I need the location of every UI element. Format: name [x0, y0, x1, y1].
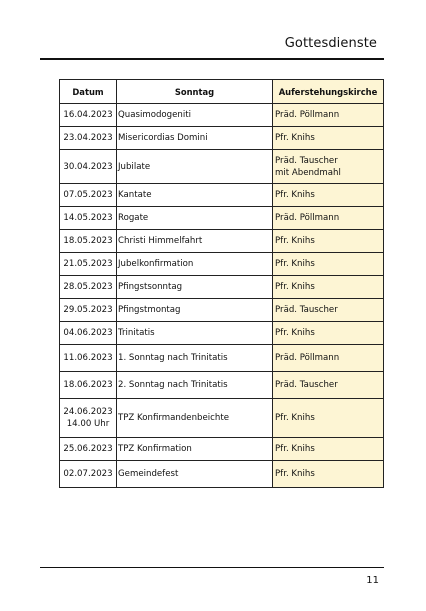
cell-church-line: Pfr. Knihs — [275, 133, 315, 143]
table-row — [60, 230, 384, 253]
table-row — [60, 127, 384, 150]
cell-sunday: Misericordias Domini — [117, 127, 273, 150]
cell-date: 25.06.2023 — [60, 438, 117, 461]
table-row — [60, 461, 384, 488]
cell-date: 04.06.2023 — [60, 322, 117, 345]
cell-church — [273, 230, 384, 253]
cell-church — [273, 276, 384, 299]
table-row — [60, 322, 384, 345]
cell-church-line: Pfr. Knihs — [275, 413, 315, 423]
cell-date: 07.05.2023 — [60, 184, 117, 207]
cell-church — [273, 104, 384, 127]
footer-divider — [40, 567, 384, 568]
cell-sunday: Gemeindefest — [117, 461, 273, 488]
cell-sunday: Jubelkonfirmation — [117, 253, 273, 276]
cell-date-line: 14.00 Uhr — [66, 419, 110, 429]
cell-sunday: Pfingstmontag — [117, 299, 273, 322]
cell-church — [273, 438, 384, 461]
table-body — [60, 104, 384, 488]
cell-church-line: Präd. Tauscher — [275, 155, 338, 166]
cell-date: 11.06.2023 — [60, 345, 117, 372]
page-title: Gottesdienste — [284, 36, 377, 51]
cell-date: 21.05.2023 — [60, 253, 117, 276]
cell-church — [273, 127, 384, 150]
page-number: 11 — [366, 575, 379, 586]
cell-sunday: Pfingstsonntag — [117, 276, 273, 299]
cell-church-line: Pfr. Knihs — [275, 236, 315, 246]
cell-church — [273, 299, 384, 322]
column-header-sunday: Sonntag — [117, 80, 273, 104]
cell-sunday: 1. Sonntag nach Trinitatis — [117, 345, 273, 372]
cell-church — [273, 372, 384, 399]
table-row — [60, 184, 384, 207]
table-row — [60, 253, 384, 276]
cell-church-line: Präd. Pöllmann — [275, 110, 340, 120]
table-row — [60, 299, 384, 322]
table-row — [60, 276, 384, 299]
cell-sunday: Jubilate — [117, 150, 273, 184]
table-row — [60, 438, 384, 461]
cell-sunday: TPZ Konfirmandenbeichte — [117, 399, 273, 438]
cell-church — [273, 322, 384, 345]
cell-date: 30.04.2023 — [60, 150, 117, 184]
cell-church-line: Pfr. Knihs — [275, 282, 315, 292]
cell-church — [273, 345, 384, 372]
services-table — [59, 79, 384, 488]
cell-church — [273, 253, 384, 276]
cell-sunday: Trinitatis — [117, 322, 273, 345]
cell-church — [273, 461, 384, 488]
cell-date — [60, 399, 117, 438]
cell-church-line: Präd. Pöllmann — [275, 353, 340, 363]
cell-date: 18.06.2023 — [60, 372, 117, 399]
cell-church-line: Pfr. Knihs — [275, 190, 315, 200]
table-row — [60, 104, 384, 127]
cell-sunday: TPZ Konfirmation — [117, 438, 273, 461]
cell-church-line: Pfr. Knihs — [275, 444, 315, 454]
cell-date: 18.05.2023 — [60, 230, 117, 253]
cell-date: 29.05.2023 — [60, 299, 117, 322]
cell-church-line: Präd. Pöllmann — [275, 213, 340, 223]
column-header-date: Datum — [60, 80, 117, 104]
cell-date: 16.04.2023 — [60, 104, 117, 127]
cell-date: 14.05.2023 — [60, 207, 117, 230]
cell-church — [273, 207, 384, 230]
cell-date: 02.07.2023 — [60, 461, 117, 488]
cell-sunday: Christi Himmelfahrt — [117, 230, 273, 253]
cell-date: 23.04.2023 — [60, 127, 117, 150]
cell-church — [273, 150, 384, 184]
cell-church-line: Präd. Tauscher — [275, 305, 338, 315]
cell-church-line: Pfr. Knihs — [275, 469, 315, 479]
table-row — [60, 399, 384, 438]
table-header-row — [60, 80, 384, 104]
cell-date-line: 24.06.2023 — [63, 407, 113, 417]
cell-church — [273, 184, 384, 207]
cell-sunday: Quasimodogeniti — [117, 104, 273, 127]
cell-church-line: Präd. Tauscher — [275, 380, 338, 390]
cell-church-line: Pfr. Knihs — [275, 259, 315, 269]
cell-sunday: Rogate — [117, 207, 273, 230]
cell-sunday: Kantate — [117, 184, 273, 207]
header-divider — [40, 58, 384, 60]
table-row — [60, 345, 384, 372]
table-row — [60, 372, 384, 399]
cell-date: 28.05.2023 — [60, 276, 117, 299]
cell-church-line: mit Abendmahl — [275, 167, 341, 178]
column-header-church: Auferstehungskirche — [273, 80, 384, 104]
table-row — [60, 207, 384, 230]
table-row — [60, 150, 384, 184]
cell-sunday: 2. Sonntag nach Trinitatis — [117, 372, 273, 399]
cell-church — [273, 399, 384, 438]
cell-church-line: Pfr. Knihs — [275, 328, 315, 338]
